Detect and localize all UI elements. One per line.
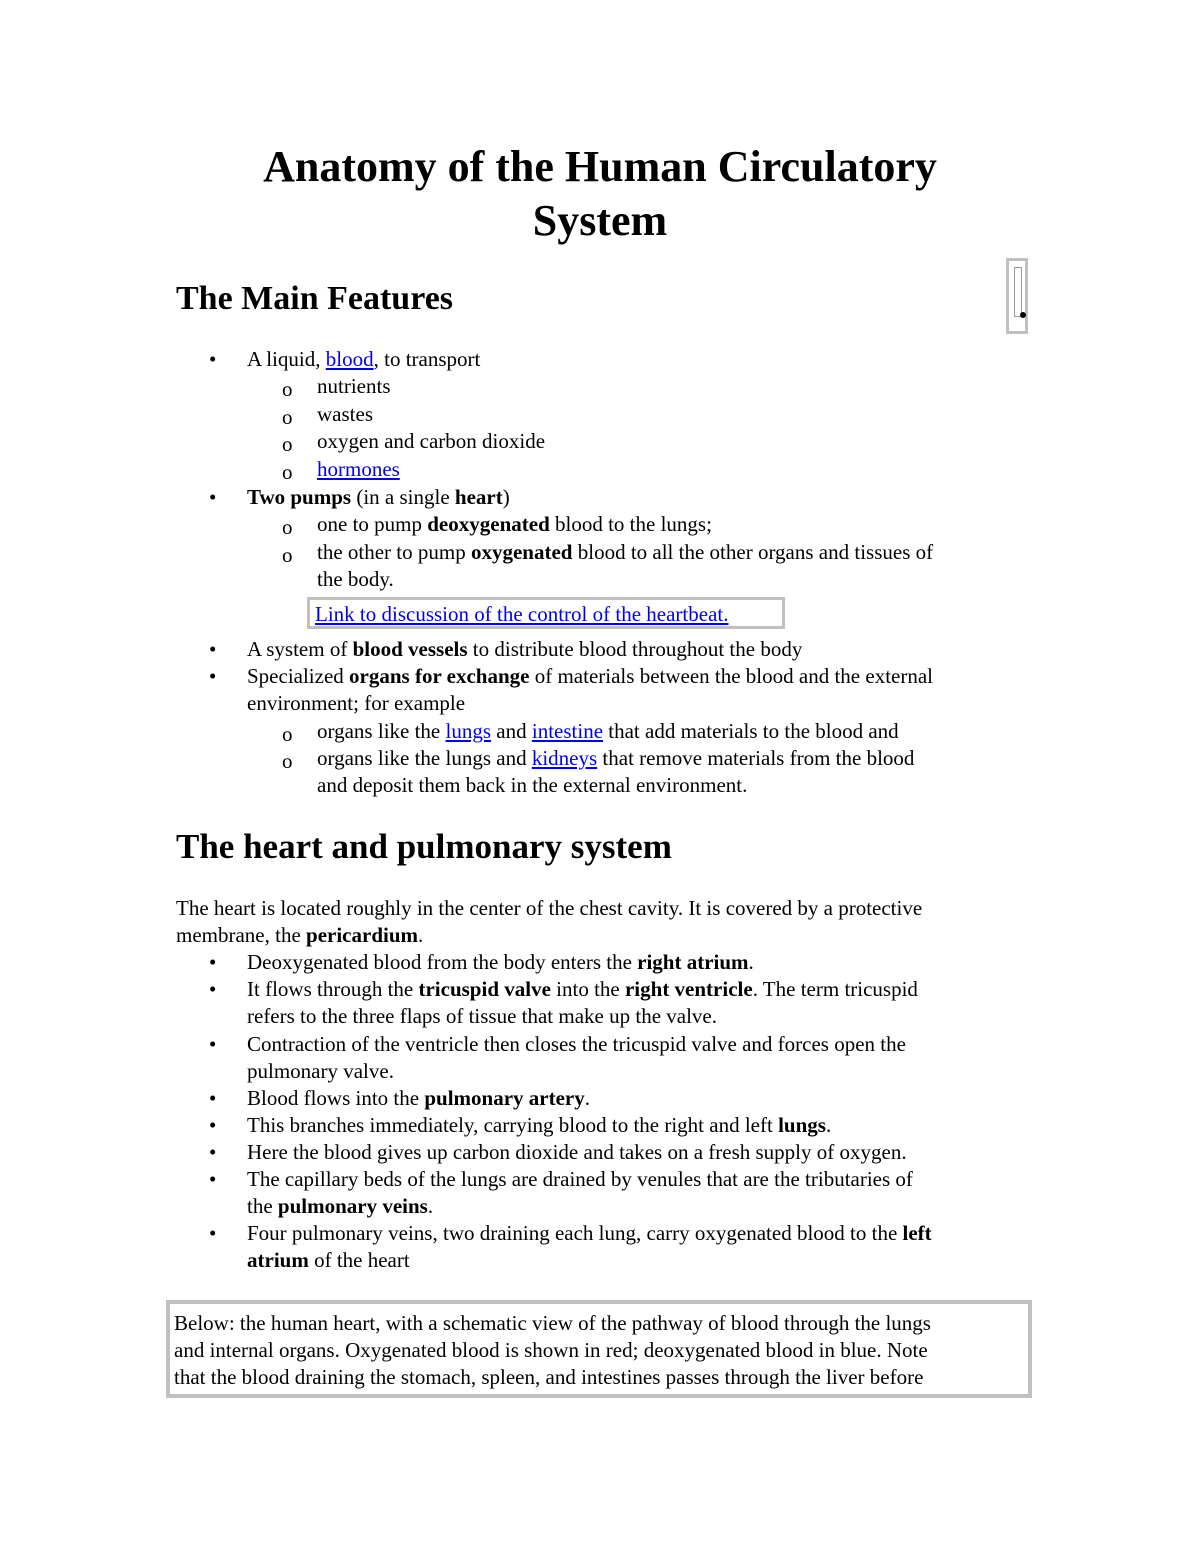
sub-item-oxygenated: the other to pump oxygenated blood to all the other organs and tissues of [317, 540, 934, 564]
hormones-link[interactable]: hormones [317, 457, 400, 481]
lungs-link[interactable]: lungs [445, 719, 492, 743]
list-item-step-5: This branches immediately, carrying blood to the right and left lungs. [247, 1113, 832, 1137]
sub-item-wastes: wastes [317, 402, 373, 426]
list-item-step-4: Blood flows into the pulmonary artery. [247, 1086, 590, 1110]
bullet-icon: • [209, 1086, 217, 1110]
sub-item-remove-materials-cont: and deposit them back in the external environment. [317, 773, 748, 797]
section-heading-heart: The heart and pulmonary system [176, 827, 672, 866]
sub-item-remove-materials: organs like the lungs and kidneys that remove materials from the blood [317, 746, 915, 770]
caption-line-2: and internal organs. Oxygenated blood is shown in red; deoxygenated blood in blue. Note [174, 1338, 928, 1362]
sub-item-gases: oxygen and carbon dioxide [317, 429, 546, 453]
bullet-icon: • [209, 1032, 217, 1056]
sub-item-hormones [317, 456, 400, 483]
list-item-step-1: Deoxygenated blood from the body enters the right atrium. [247, 950, 754, 974]
list-item-vessels: A system of blood vessels to distribute blood throughout the body [247, 637, 803, 661]
figure-caption-box [166, 1300, 1032, 1398]
list-item-step-3: Contraction of the ventricle then closes the tricuspid valve and forces open the [247, 1032, 906, 1056]
title-line-1: Anatomy of the Human Circulatory [263, 142, 937, 191]
list-item-step-7-cont: the pulmonary veins. [247, 1194, 434, 1218]
sub-bullet-icon: o [282, 405, 293, 429]
margin-marker [1006, 258, 1028, 334]
kidneys-link[interactable]: kidneys [531, 746, 598, 770]
list-item-step-8: Four pulmonary veins, two draining each lung, carry oxygenated blood to the left [247, 1221, 932, 1245]
bullet-icon: • [209, 664, 217, 688]
blood-link[interactable]: blood [325, 347, 374, 371]
list-item-organs-cont: environment; for example [247, 691, 466, 715]
intestine-link[interactable]: intestine [531, 719, 604, 743]
list-item-organs: Specialized organs for exchange of materials between the blood and the external [247, 664, 933, 688]
bullet-icon: • [209, 977, 217, 1001]
bullet-icon: • [209, 637, 217, 661]
bullet-icon: • [209, 1113, 217, 1137]
bullet-icon: • [209, 950, 217, 974]
list-item-step-2-cont: refers to the three flaps of tissue that make up the valve. [247, 1004, 717, 1028]
sub-item-oxygenated-cont: the body. [317, 567, 394, 591]
page-title [150, 140, 1050, 248]
section-heading-main-features: The Main Features [176, 280, 454, 317]
marker-bar [1014, 267, 1022, 317]
marker-dot [1020, 312, 1026, 318]
list-item-step-2: It flows through the tricuspid valve into the right ventricle. The term tricuspid [247, 977, 918, 1001]
caption-line-3: that the blood draining the stomach, spleen, and intestines passes through the liver before [174, 1365, 924, 1389]
title-line-2: System [532, 196, 668, 245]
list-item-step-3-cont: pulmonary valve. [247, 1059, 394, 1083]
heartbeat-link-box [307, 597, 785, 629]
sub-item-deoxygenated: one to pump deoxygenated blood to the lungs; [317, 512, 712, 536]
bullet-icon: • [209, 1140, 217, 1164]
sub-bullet-icon: o [282, 543, 293, 567]
bullet-icon: • [209, 347, 217, 371]
sub-bullet-icon: o [282, 460, 293, 484]
intro-paragraph-line-1: The heart is located roughly in the center of the chest cavity. It is covered by a protective [176, 896, 923, 920]
heartbeat-link[interactable]: Link to discussion of the control of the heartbeat. [315, 602, 729, 626]
caption-line-1: Below: the human heart, with a schematic view of the pathway of blood through the lungs [174, 1311, 931, 1335]
list-item-pumps: Two pumps (in a single heart) [247, 485, 510, 509]
sub-bullet-icon: o [282, 749, 293, 773]
sub-bullet-icon: o [282, 722, 293, 746]
intro-paragraph-line-2: membrane, the pericardium. [176, 923, 424, 947]
bullet-icon: • [209, 485, 217, 509]
list-item-blood: A liquid, blood, to transport [247, 347, 481, 371]
bullet-icon: • [209, 1167, 217, 1191]
list-item-step-6: Here the blood gives up carbon dioxide and takes on a fresh supply of oxygen. [247, 1140, 907, 1164]
sub-item-nutrients: nutrients [317, 374, 391, 398]
sub-item-add-materials: organs like the lungs and intestine that add materials to the blood and [317, 719, 899, 743]
sub-bullet-icon: o [282, 377, 293, 401]
bullet-icon: • [209, 1221, 217, 1245]
list-item-step-8-cont: atrium of the heart [247, 1248, 410, 1272]
sub-bullet-icon: o [282, 515, 293, 539]
list-item-step-7: The capillary beds of the lungs are drained by venules that are the tributaries of [247, 1167, 913, 1191]
sub-bullet-icon: o [282, 432, 293, 456]
